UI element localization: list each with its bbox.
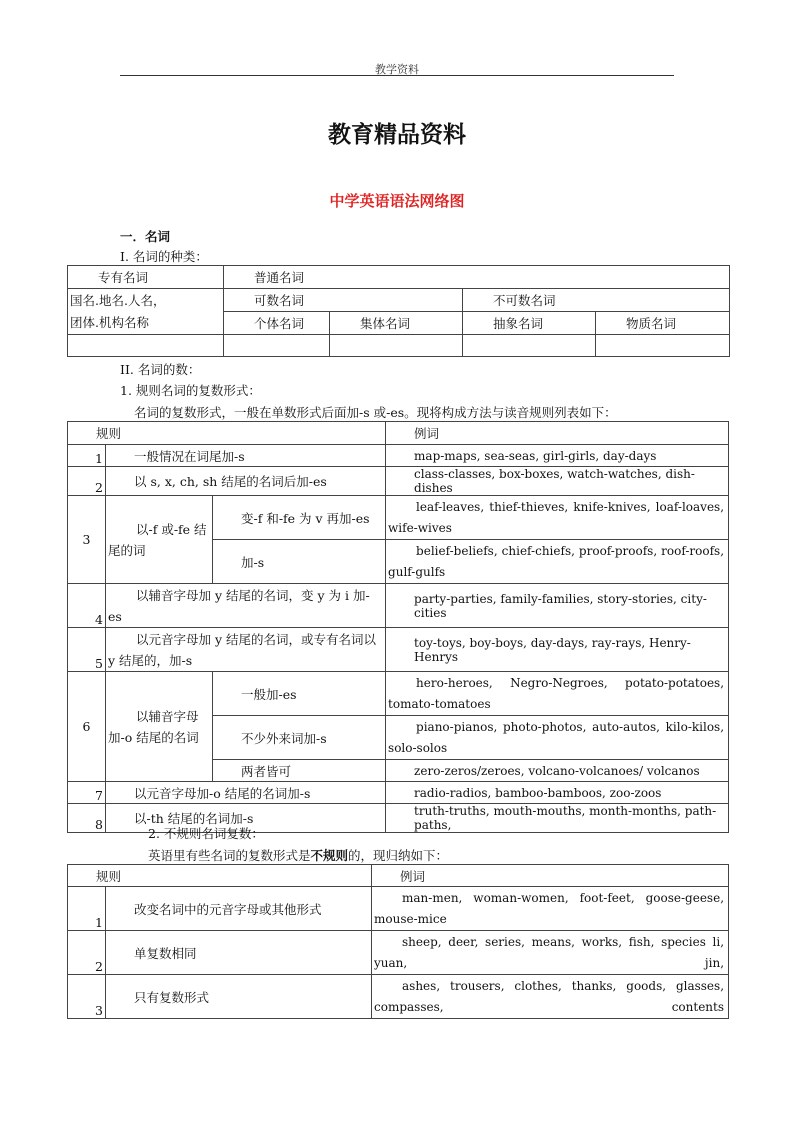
sub-rule-text: 变-f 和-fe 为 v 再加-es (213, 496, 386, 540)
example-text: leaf-leaves, thief-thieves, knife-knives, loaf-loaves, wife-wives (386, 496, 729, 540)
sub-rule-text: 一般加-es (213, 672, 386, 716)
part-heading-number: II. 名词的数： (120, 362, 201, 377)
rule-text: 单复数相同 (106, 931, 372, 975)
example-text: belief-beliefs, chief-chiefs, proof-proofs, roof-roofs, gulf-gulfs (386, 540, 729, 584)
cell-empty (68, 335, 224, 357)
row-number: 6 (68, 672, 106, 782)
proper-desc-line-2: 团体.机构名称 (70, 314, 149, 330)
cell-empty (463, 335, 596, 357)
cell-proper-noun: 专有名词 (68, 266, 224, 289)
cell-collective: 集体名词 (330, 312, 463, 335)
example-text: map-maps, sea-seas, girl-girls, day-days (386, 445, 729, 467)
cell-empty (224, 335, 330, 357)
row-number: 3 (68, 975, 106, 1019)
irregular-plural-table (67, 864, 729, 1019)
example-text: toy-toys, boy-boys, day-days, ray-rays, Henry-Henrys (386, 628, 729, 672)
paragraph-irregular-a: 英语里有些名词的复数形式是 (148, 848, 311, 863)
header-example-col: 例词 (386, 422, 729, 445)
cell-abstract: 抽象名词 (463, 312, 596, 335)
rule-group-text: 以-f 或-fe 结尾的词 (106, 496, 213, 584)
paragraph-irregular (148, 846, 448, 864)
rule-group-text: 以辅音字母加-o 结尾的名词 (106, 672, 213, 782)
example-text: hero-heroes, Negro-Negroes, potato-potatoes, tomato-tomatoes (386, 672, 729, 716)
example-text: man-men, woman-women, foot-feet, goose-geese, mouse-mice (372, 887, 729, 931)
header-example-col: 例词 (372, 865, 729, 887)
row-number: 2 (68, 467, 106, 496)
section-heading-noun: 一．名词 (120, 229, 171, 244)
example-text: class-classes, box-boxes, watch-watches, dish-dishes (386, 467, 729, 496)
row-number: 2 (68, 931, 106, 975)
header-rule (120, 75, 674, 76)
paragraph-irregular-c: 的，现归纳如下： (348, 848, 449, 863)
noun-types-table (67, 265, 730, 357)
sub-rule-text: 不少外来词加-s (213, 716, 386, 760)
sub-rule-text: 加-s (213, 540, 386, 584)
document-subtitle: 中学英语语法网络图 (329, 192, 465, 210)
cell-empty (596, 335, 730, 357)
regular-plural-table (67, 421, 729, 833)
example-text: zero-zeros/zeroes, volcano-volcanoes/ volcanos (386, 760, 729, 782)
row-number: 4 (68, 584, 106, 628)
cell-uncountable: 不可数名词 (463, 289, 730, 312)
document-title: 教育精品资料 (328, 122, 466, 148)
paragraph-regular: 名词的复数形式，一般在单数形式后面加-s 或-es。现将构成方法与读音规则列表如下： (134, 405, 617, 420)
part-heading-types: I. 名词的种类： (120, 249, 208, 264)
example-text: party-parties, family-families, story-stories, city-cities (386, 584, 729, 628)
header-rule-col: 规则 (68, 422, 386, 445)
header-rule-col: 规则 (68, 865, 372, 887)
example-text: sheep, deer, series, means, works, fish, species li, yuan, jin, (372, 931, 729, 975)
rule-text: 以元音字母加 y 结尾的名词，或专有名词以 y 结尾的，加-s (106, 628, 386, 672)
rule-text: 改变名词中的元音字母或其他形式 (106, 887, 372, 931)
example-text: truth-truths, mouth-mouths, month-months, path-paths, (386, 804, 729, 833)
row-number: 3 (68, 496, 106, 584)
cell-empty (330, 335, 463, 357)
rule-text: 以元音字母加-o 结尾的名词加-s (106, 782, 386, 804)
rule-text: 以 s, x, ch, sh 结尾的名词后加-es (106, 467, 386, 496)
page-header: 教学资料 (375, 63, 419, 76)
example-text: ashes, trousers, clothes, thanks, goods, glasses, compasses, contents (372, 975, 729, 1019)
cell-countable: 可数名词 (224, 289, 463, 312)
cell-individual: 个体名词 (224, 312, 330, 335)
cell-material: 物质名词 (596, 312, 730, 335)
rule-text: 以辅音字母加 y 结尾的名词，变 y 为 i 加-es (106, 584, 386, 628)
rule-text: 以-th 结尾的名词加-s (106, 804, 386, 833)
row-number: 7 (68, 782, 106, 804)
example-text: piano-pianos, photo-photos, auto-autos, kilo-kilos, solo-solos (386, 716, 729, 760)
example-text: radio-radios, bamboo-bamboos, zoo-zoos (386, 782, 729, 804)
proper-desc-line-1: 国名.地名.人名， (70, 292, 166, 308)
sub-heading-regular: 1. 规则名词的复数形式： (120, 383, 261, 398)
cell-proper-desc (68, 289, 224, 335)
paragraph-irregular-bold: 不规则 (310, 848, 349, 863)
rule-text: 一般情况在词尾加-s (106, 445, 386, 467)
row-number: 5 (68, 628, 106, 672)
cell-common-noun: 普通名词 (224, 266, 730, 289)
rule-text: 只有复数形式 (106, 975, 372, 1019)
row-number: 8 (68, 804, 106, 833)
sub-rule-text: 两者皆可 (213, 760, 386, 782)
sub-heading-irregular: 2. 不规则名词复数： (148, 826, 264, 841)
row-number: 1 (68, 445, 106, 467)
row-number: 1 (68, 887, 106, 931)
